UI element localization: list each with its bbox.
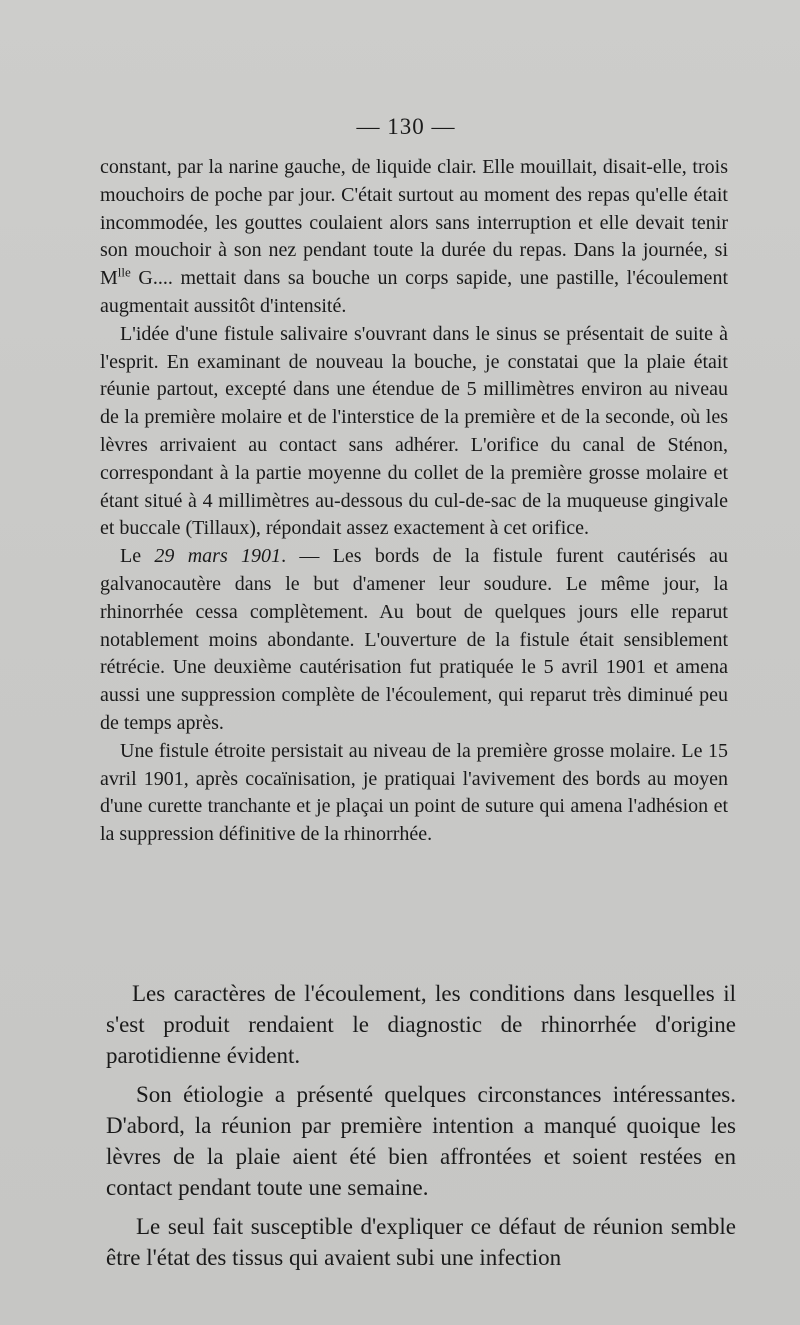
paragraph-text: G.... mettait dans sa bouche un corps sapide, une pastille, l'écoulement augmentait aussitôt d'intensité.: [100, 267, 728, 317]
paragraph-text: constant, par la narine gauche, de liquide clair. Elle mouillait, disait-elle, trois mouchoirs de poche par jour. C'était surtout au moment des repas qu'elle était incommodée, les gouttes coulaient alors sans interruption et elle devait tenir son mouchoir à son nez pendant toute la durée du repas. Dans la journée, si M: [100, 156, 728, 290]
date-italic: 29 mars 1901: [154, 545, 282, 568]
date-prefix: Le: [120, 545, 155, 568]
paragraph-diagnosis: Les caractères de l'écoulement, les conditions dans lesquelles il s'est produit rendaient le diagnostic de rhinorrhée d'origine parotidienne évident.: [106, 981, 736, 1068]
paragraph-symptoms: [100, 154, 728, 321]
superscript: lle: [117, 264, 131, 280]
paragraph-treatment: [100, 543, 728, 738]
paragraph-etiology: Son étiologie a présenté quelques circonstances intéressantes. D'abord, la réunion par première intention a manqué quoique les lèvres de la plaie aient été bien affrontées et soient restées en contact pendant toute une semaine.: [106, 1082, 736, 1200]
paragraph-outcome: Une fistule étroite persistait au niveau de la première grosse molaire. Le 15 avril 1901, après cocaïnisation, je pratiquai l'avivement des bords au moyen d'une curette tranchante et je plaçai un point de suture qui amena l'adhésion et la suppression définitive de la rhinorrhée.: [100, 739, 728, 846]
paragraph-examination: L'idée d'une fistule salivaire s'ouvrant dans le sinus se présentait de suite à l'esprit. En examinant de nouveau la bouche, je constatai que la plaie était réunie partout, excepté dans une étendue de 5 millimètres environ au niveau de la première molaire et de l'interstice de la première et de la seconde, où les lèvres arrivaient au contact sans adhérer. L'orifice du canal de Sténon, correspondant à la partie moyenne du collet de la première grosse molaire et étant situé à 4 millimètres au-dessous du cul-de-sac de la muqueuse gingivale et buccale (Tillaux), répondait assez exactement à cet orifice.: [100, 322, 728, 540]
discussion-text: [106, 978, 736, 1281]
page-number: — 130 —: [356, 114, 456, 139]
paragraph-text: . — Les bords de la fistule furent cautérisés au galvanocautère dans le but d'amener leur soudure. Le même jour, la rhinorrhée cessa complètement. Au bout de quelques jours elle reparut notablement moins abondante. L'ouverture de la fistule était sensiblement rétrécie. Une deuxième cautérisation fut pratiquée le 5 avril 1901 et amena aussi une suppression complète de l'écoulement, qui reparut très diminué peu de temps après.: [100, 545, 728, 734]
case-report-text: [100, 154, 728, 849]
paragraph-explanation: Le seul fait susceptible d'expliquer ce défaut de réunion semble être l'état des tissus qui avaient subi une infection: [106, 1214, 736, 1270]
